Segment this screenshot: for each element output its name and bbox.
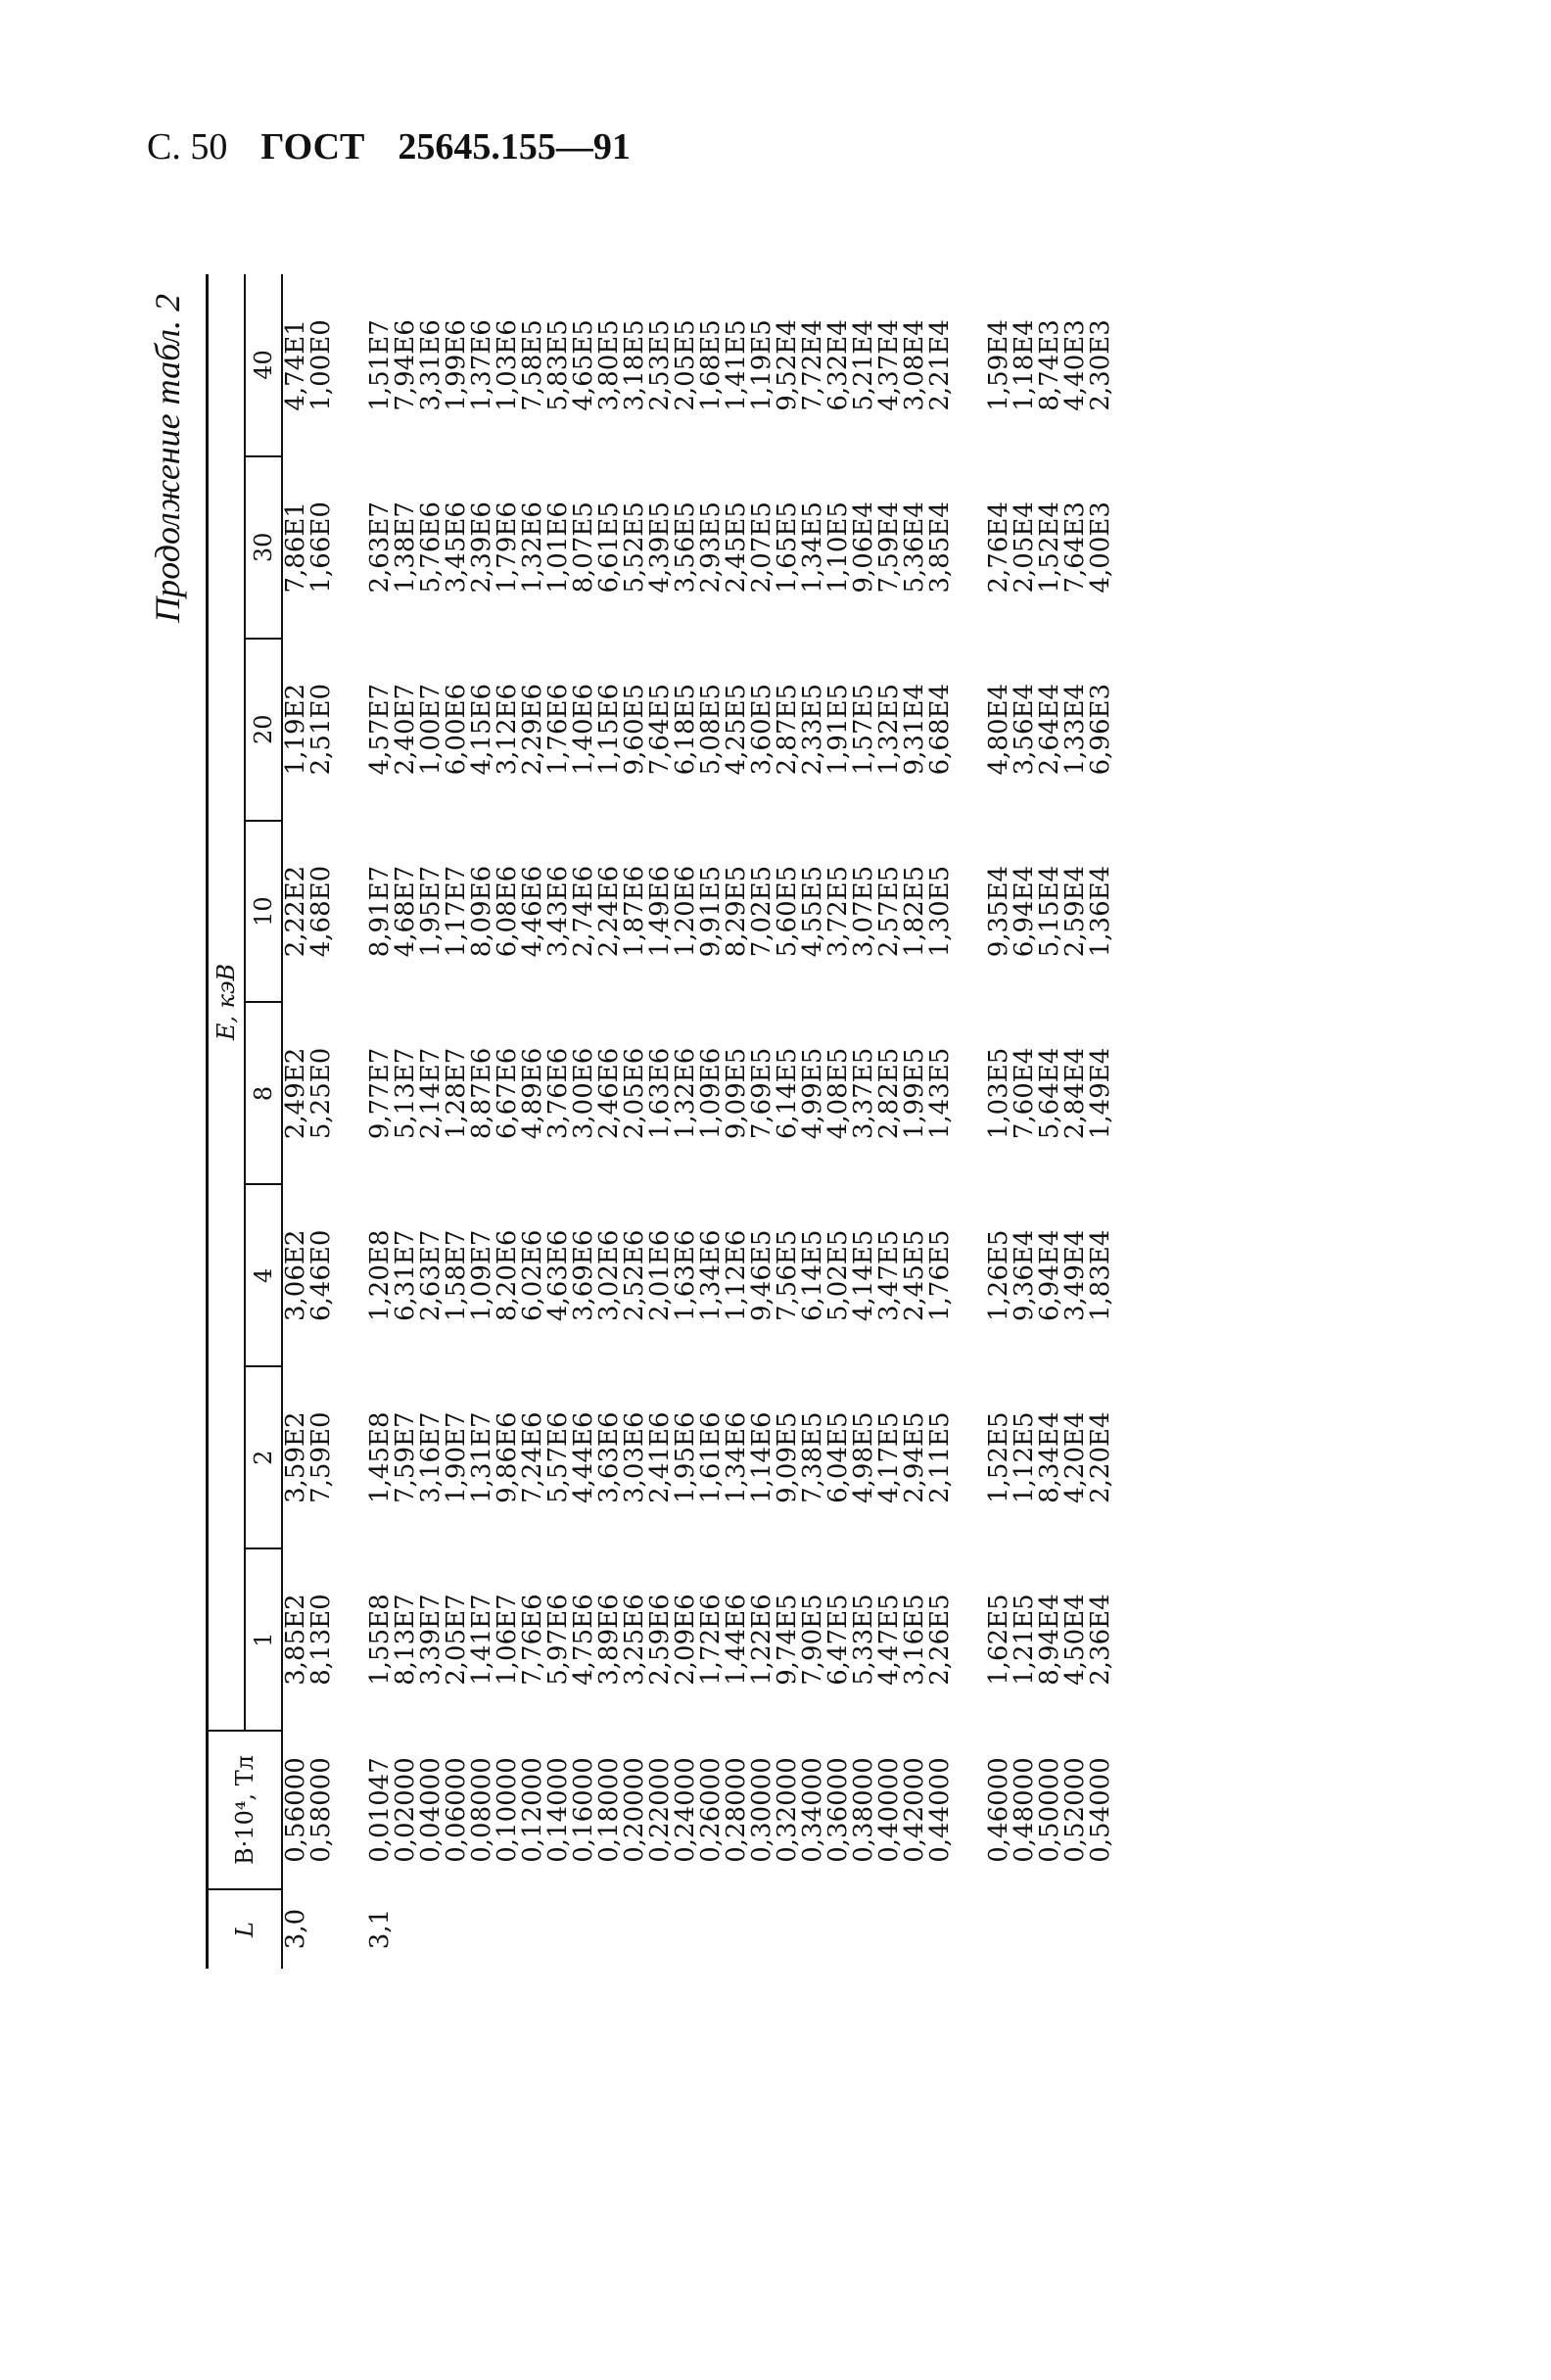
table-row-group (282, 274, 334, 1969)
energy-header-40: 40 (245, 274, 282, 456)
cell-value: 4,57E7 2,40E7 1,00E7 6,00E6 4,15E6 3,12E6 2,29E6 1,76E6 1,40E6 1,15E6 9,60E5 7,64E5 6,18E5 5,08E5 4,25E5 3,60E5 2,87E5 2,33E5 1,91E5 1,57E5 1,32E5 9,31E4 6,68E4 (365, 683, 955, 776)
energy-header-1: 1 (250, 1632, 277, 1647)
cell-value: 1,03E5 7,60E4 5,64E4 2,84E4 1,49E4 (984, 1047, 1115, 1140)
standard-label: ГОСТ (260, 126, 365, 167)
cell-B: 0,56000 0,58000 (281, 1757, 336, 1863)
column-header-B: B·10⁴, Тл (208, 1731, 283, 1889)
energy-header-30: 30 (245, 456, 282, 639)
page-header (147, 125, 631, 168)
data-table (206, 274, 1113, 1969)
cell-value: 1,26E5 9,36E4 6,94E4 3,49E4 1,83E4 (984, 1229, 1115, 1322)
cell-value: 8,91E7 4,68E7 1,95E7 1,17E7 8,09E6 6,08E6 4,46E6 3,43E6 2,74E6 2,24E6 1,87E6 1,49E6 1,20E6 9,91E5 8,29E5 7,02E5 5,60E5 4,55E5 3,72E5 3,07E5 2,57E5 1,82E5 1,30E5 (365, 865, 955, 958)
cell-value: 2,63E7 1,38E7 5,76E6 3,45E6 2,39E6 1,79E6 1,32E6 1,01E6 8,07E5 6,61E5 5,52E5 4,39E5 3,56E5 2,93E5 2,45E5 2,07E5 1,65E5 1,34E5 1,10E5 9,06E4 7,59E4 5,36E4 3,85E4 (365, 501, 955, 594)
column-header-energy: E, кэВ (208, 274, 246, 1731)
cell-value: 1,51E7 7,94E6 3,31E6 1,99E6 1,37E6 1,03E6 7,58E5 5,83E5 4,65E5 3,80E5 3,18E5 2,53E5 2,05E5 1,68E5 1,41E5 1,19E5 9,52E4 7,72E4 6,32E4 5,21E4 4,37E4 3,08E4 2,21E4 (365, 319, 955, 411)
cell-value: 2,22E2 4,68E0 (281, 865, 336, 958)
standard-number: 25645.155—91 (398, 126, 631, 167)
cell-value: 3,85E2 8,13E0 (281, 1594, 336, 1686)
cell-value: 3,06E2 6,46E0 (281, 1229, 336, 1322)
table-row-group (986, 274, 1113, 1969)
cell-L: 3,0 (281, 1908, 310, 1950)
table-row-group (367, 274, 953, 1969)
table-continuation-caption: Продолжение табл. 2 (148, 294, 187, 623)
cell-value: 3,59E2 7,59E0 (281, 1411, 336, 1503)
energy-header-20: 20 (245, 639, 282, 821)
energy-header-8: 8 (245, 1003, 282, 1185)
cell-value: 1,19E2 2,51E0 (281, 683, 336, 776)
energy-header-10: 10 (245, 821, 282, 1003)
rotated-table-area (147, 274, 1327, 1969)
cell-value: 1,59E4 1,18E4 8,74E3 4,40E3 2,30E3 (984, 319, 1115, 411)
cell-value: 9,77E7 5,13E7 2,14E7 1,28E7 8,87E6 6,67E6 4,89E6 3,76E6 3,00E6 2,46E6 2,05E6 1,63E6 1,32E6 1,09E6 9,09E5 7,69E5 6,14E5 4,99E5 4,08E5 3,37E5 2,82E5 1,99E5 1,43E5 (365, 1047, 955, 1140)
cell-value: 1,45E8 7,59E7 3,16E7 1,90E7 1,31E7 9,86E6 7,24E6 5,57E6 4,44E6 3,63E6 3,03E6 2,41E6 1,95E6 1,61E6 1,34E6 1,14E6 9,09E5 7,38E5 6,04E5 4,98E5 4,17E5 2,94E5 2,11E5 (365, 1411, 955, 1503)
cell-value: 1,55E8 8,13E7 3,39E7 2,05E7 1,41E7 1,06E7 7,76E6 5,97E6 4,75E6 3,89E6 3,25E6 2,59E6 2,09E6 1,72E6 1,44E6 1,22E6 9,74E5 7,90E5 6,47E5 5,33E5 4,47E5 3,16E5 2,26E5 (365, 1594, 955, 1686)
cell-value: 1,52E5 1,12E5 8,34E4 4,20E4 2,20E4 (984, 1411, 1115, 1503)
cell-value: 2,76E4 2,05E4 1,52E4 7,64E3 4,00E3 (984, 501, 1115, 594)
cell-value: 1,62E5 1,21E5 8,94E4 4,50E4 2,36E4 (984, 1594, 1115, 1686)
cell-value: 4,80E4 3,56E4 2,64E4 1,33E4 6,96E3 (984, 683, 1115, 776)
energy-header-4: 4 (245, 1184, 282, 1366)
cell-value: 1,20E8 6,31E7 2,63E7 1,58E7 1,09E7 8,20E6 6,02E6 4,63E6 3,69E6 3,02E6 2,52E6 2,01E6 1,63E6 1,34E6 1,12E6 9,46E5 7,56E5 6,14E5 5,02E5 4,14E5 3,47E5 2,45E5 1,76E5 (365, 1229, 955, 1322)
column-header-L: L (208, 1889, 283, 1969)
cell-value: 2,49E2 5,25E0 (281, 1047, 336, 1140)
cell-L (986, 1889, 1113, 1969)
cell-value: 4,74E1 1,00E0 (281, 319, 336, 411)
energy-header-2: 2 (245, 1366, 282, 1548)
cell-value: 9,35E4 6,94E4 5,15E4 2,59E4 1,36E4 (984, 865, 1115, 958)
cell-B: 0,01047 0,02000 0,04000 0,06000 0,08000 0,10000 0,12000 0,14000 0,16000 0,18000 0,20000 0,22000 0,24000 0,26000 0,28000 0,30000 0,32000 0,34000 0,36000 0,38000 0,40000 0,42000 0,44000 (365, 1757, 955, 1863)
cell-L: 3,1 (365, 1908, 395, 1950)
page-number: С. 50 (147, 126, 228, 167)
cell-B: 0,46000 0,48000 0,50000 0,52000 0,54000 (984, 1757, 1115, 1863)
cell-value: 7,86E1 1,66E0 (281, 501, 336, 594)
